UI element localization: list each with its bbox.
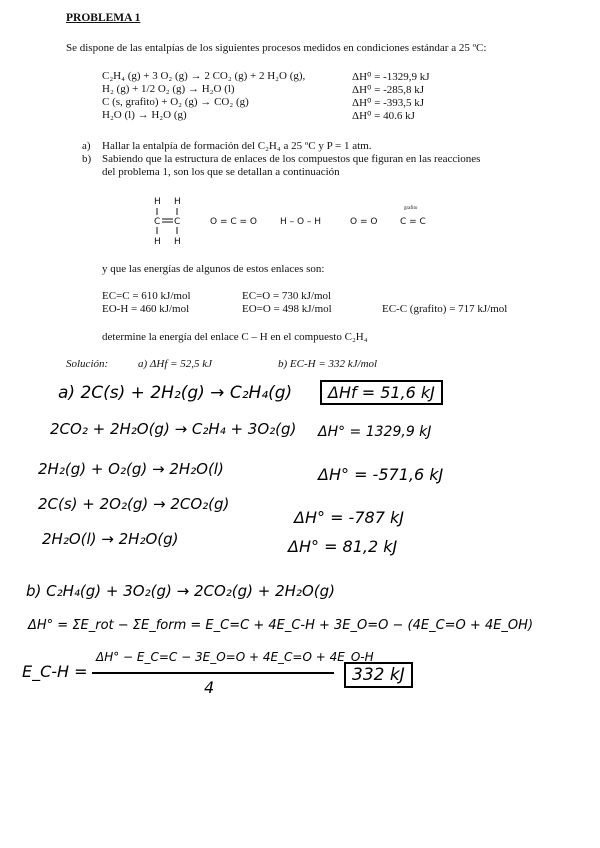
hw-a-line1: a) 2C(s) + 2H₂(g) → C₂H₄(g) bbox=[58, 383, 293, 403]
problem-title: PROBLEMA 1 bbox=[66, 12, 141, 24]
reaction-eq-4: H₂O (l) → H₂O (g) bbox=[102, 109, 187, 121]
hw-line5-eq: 2H₂O(l) → 2H₂O(g) bbox=[42, 530, 179, 548]
hw-b-result: 332 kJ bbox=[344, 662, 413, 688]
co2-structure: O = C = O bbox=[210, 217, 257, 227]
energy-cc-graphite: EC-C (grafito) = 717 kJ/mol bbox=[382, 303, 508, 315]
question-b-text-1: Sabiendo que la estructura de enlaces de los compuestos que figuran en las reacciones bbox=[102, 153, 481, 165]
ethylene-structure bbox=[148, 196, 198, 252]
hw-fraction-bar bbox=[92, 672, 334, 674]
problem-intro: Se dispone de las entalpías de los siguientes procesos medidos en condiciones estándar a 25 ºC: bbox=[66, 42, 487, 54]
question-a-label: a) bbox=[82, 140, 91, 152]
hw-line3-dh: ΔH° = -571,6 kJ bbox=[318, 465, 444, 484]
graphite-label: grafito bbox=[404, 206, 418, 211]
hw-b-denominator: 4 bbox=[204, 678, 215, 697]
c-atom-right: C bbox=[174, 217, 181, 227]
water-structure: H – O – H bbox=[280, 217, 322, 227]
c-atom-left: C bbox=[154, 217, 161, 227]
reaction-eq-2: H₂ (g) + 1/2 O₂ (g) → H₂O (l) bbox=[102, 83, 235, 95]
hw-line2-dh: ΔH° = 1329,9 kJ bbox=[318, 424, 432, 440]
hw-b-numerator: ΔH° − E_C=C − 3E_O=O + 4E_C=O + 4E_O-H bbox=[96, 650, 374, 664]
h-atom-tl: H bbox=[154, 197, 161, 207]
h-atom-bl: H bbox=[154, 237, 161, 247]
hw-line3-eq: 2H₂(g) + O₂(g) → 2H₂O(l) bbox=[38, 460, 224, 478]
o2-structure: O = O bbox=[350, 217, 378, 227]
question-a-text: Hallar la entalpía de formación del C₂H₄ a 25 ºC y P = 1 atm. bbox=[102, 140, 372, 152]
energy-oo: EO=O = 498 kJ/mol bbox=[242, 303, 332, 315]
reaction-dh-3: ΔH⁰ = -393,5 kJ bbox=[352, 97, 425, 109]
hw-a-result: ΔHf = 51,6 kJ bbox=[320, 380, 443, 405]
hw-b-line1: b) C₂H₄(g) + 3O₂(g) → 2CO₂(g) + 2H₂O(g) bbox=[26, 582, 335, 600]
energy-cc: EC=C = 610 kJ/mol bbox=[102, 290, 191, 302]
reaction-eq-3: C (s, grafito) + O₂ (g) → CO₂ (g) bbox=[102, 96, 249, 108]
hw-b-line2: ΔH° = ΣE_rot − ΣE_form = E_C=C + 4E_C-H + 3E_O=O − (4E_C=O + 4E_OH) bbox=[28, 618, 534, 633]
reaction-eq-1: C₂H₄ (g) + 3 O₂ (g) → 2 CO₂ (g) + 2 H₂O (g), bbox=[102, 70, 306, 82]
question-b-label: b) bbox=[82, 153, 92, 165]
energies-intro: y que las energías de algunos de estos enlaces son: bbox=[102, 263, 325, 275]
hw-line4-eq: 2C(s) + 2O₂(g) → 2CO₂(g) bbox=[38, 495, 230, 513]
solution-label: Solución: bbox=[66, 358, 109, 370]
question-b-text-2: del problema 1, son los que se detallan a continuación bbox=[102, 166, 340, 178]
solution-b: b) EC-H = 332 kJ/mol bbox=[278, 358, 378, 370]
h-atom-br: H bbox=[174, 237, 181, 247]
determine-text: determine la energía del enlace C – H en el compuesto C₂H₄ bbox=[102, 331, 368, 343]
reaction-dh-4: ΔH⁰ = 40.6 kJ bbox=[352, 110, 415, 122]
graphite-structure: C = C bbox=[400, 217, 426, 227]
hw-line2-eq: 2CO₂ + 2H₂O(g) → C₂H₄ + 3O₂(g) bbox=[50, 420, 297, 438]
reaction-dh-2: ΔH⁰ = -285,8 kJ bbox=[352, 84, 425, 96]
reaction-dh-1: ΔH⁰ = -1329,9 kJ bbox=[352, 71, 430, 83]
energy-oh: EO-H = 460 kJ/mol bbox=[102, 303, 190, 315]
hw-line4-dh: ΔH° = -787 kJ bbox=[294, 508, 404, 527]
hw-line5-dh: ΔH° = 81,2 kJ bbox=[288, 537, 398, 556]
hw-b-lhs: E_C-H = bbox=[22, 662, 88, 681]
solution-a: a) ΔHf = 52,5 kJ bbox=[138, 358, 213, 370]
h-atom-tr: H bbox=[174, 197, 181, 207]
energy-co: EC=O = 730 kJ/mol bbox=[242, 290, 332, 302]
